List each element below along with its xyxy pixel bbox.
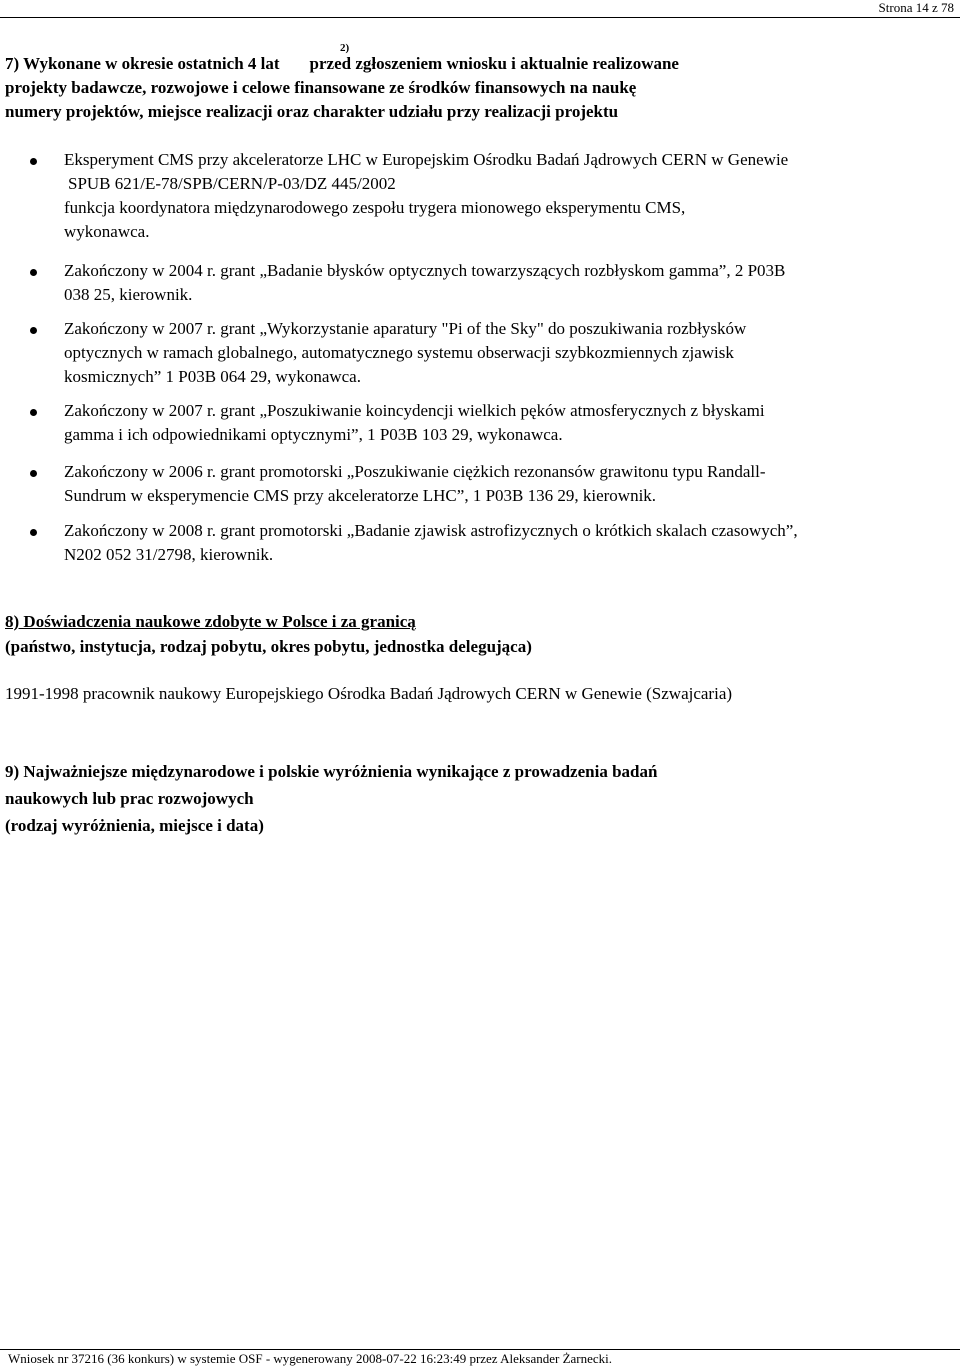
list-item	[30, 259, 956, 307]
section8-heading: 8) Doświadczenia naukowe zdobyte w Polsce i za granicą	[5, 612, 416, 631]
section7-heading-part-b: przed zgłoszeniem wniosku i aktualnie realizowane	[309, 54, 679, 73]
bullet-icon	[30, 158, 37, 165]
page-number: Strona 14 z 78	[878, 0, 954, 15]
section7-heading-line1	[5, 52, 679, 76]
footer-text: Wniosek nr 37216 (36 konkurs) w systemie OSF - wygenerowany 2008-07-22 16:23:49 przez Aleksander Żarnecki.	[8, 1351, 613, 1366]
list-item	[30, 399, 956, 447]
bullet-icon	[30, 269, 37, 276]
item-line: Sundrum w eksperymencie CMS przy akceleratorze LHC”, 1 P03B 136 29, kierownik.	[64, 486, 657, 505]
bullet-icon	[30, 529, 37, 536]
section8-subheading: (państwo, instytucja, rodzaj pobytu, okres pobytu, jednostka delegująca)	[5, 637, 532, 656]
bullet-icon	[30, 409, 37, 416]
section9-subheading: (rodzaj wyróżnienia, miejsce i data)	[5, 816, 264, 835]
list-item	[30, 317, 956, 389]
item-line: gamma i ich odpowiednikami optycznymi”, 1 P03B 103 29, wykonawca.	[64, 425, 563, 444]
section7-heading-part-a: 7) Wykonane w okresie ostatnich 4 lat	[5, 54, 280, 73]
section8-entry: 1991-1998 pracownik naukowy Europejskiego Ośrodka Badań Jądrowych CERN w Genewie (Szwajcaria)	[5, 684, 733, 703]
footnote-superscript: 2)	[340, 42, 350, 54]
item-line: Zakończony w 2007 r. grant „Poszukiwanie koincydencji wielkich pęków atmosferycznych z błyskami	[64, 401, 765, 420]
bullet-icon	[30, 327, 37, 334]
item-line: Zakończony w 2004 r. grant „Badanie błysków optycznych towarzyszących rozbłyskom gamma”, 2 P03B	[64, 261, 786, 280]
list-item	[30, 519, 956, 567]
item-line: Zakończony w 2008 r. grant promotorski „Badanie zjawisk astrofizycznych o krótkich skalach czasowych”,	[64, 521, 798, 540]
item-line: 038 25, kierownik.	[64, 285, 193, 304]
list-item	[30, 460, 956, 508]
section9-heading-line1: 9) Najważniejsze międzynarodowe i polskie wyróżnienia wynikające z prowadzenia badań	[5, 762, 658, 781]
item-line: Zakończony w 2006 r. grant promotorski „Poszukiwanie ciężkich rezonansów grawitonu typu Randall-	[64, 462, 766, 481]
section7-heading-line2: projekty badawcze, rozwojowe i celowe finansowane ze środków finansowych na naukę	[5, 78, 637, 97]
item-line: SPUB 621/E-78/SPB/CERN/P-03/DZ 445/2002	[68, 174, 396, 193]
section9-heading-line2: naukowych lub prac rozwojowych	[5, 789, 254, 808]
bullet-icon	[30, 470, 37, 477]
item-line: optycznych w ramach globalnego, automatycznego systemu obserwacji szybkozmiennych zjawisk	[64, 343, 734, 362]
section7-heading-line3: numery projektów, miejsce realizacji oraz charakter udziału przy realizacji projektu	[5, 102, 619, 121]
item-line: N202 052 31/2798, kierownik.	[64, 545, 274, 564]
item-line: kosmicznych” 1 P03B 064 29, wykonawca.	[64, 367, 361, 386]
item-line: wykonawca.	[64, 222, 150, 241]
header-rule	[0, 17, 960, 18]
item-line: funkcja koordynatora międzynarodowego zespołu trygera mionowego eksperymentu CMS,	[64, 198, 686, 217]
footer-rule	[0, 1349, 960, 1350]
list-item	[30, 148, 956, 244]
item-line: Eksperyment CMS przy akceleratorze LHC w Europejskim Ośrodku Badań Jądrowych CERN w Genewie	[64, 150, 789, 169]
item-line: Zakończony w 2007 r. grant „Wykorzystanie aparatury "Pi of the Sky" do poszukiwania rozbłysków	[64, 319, 747, 338]
